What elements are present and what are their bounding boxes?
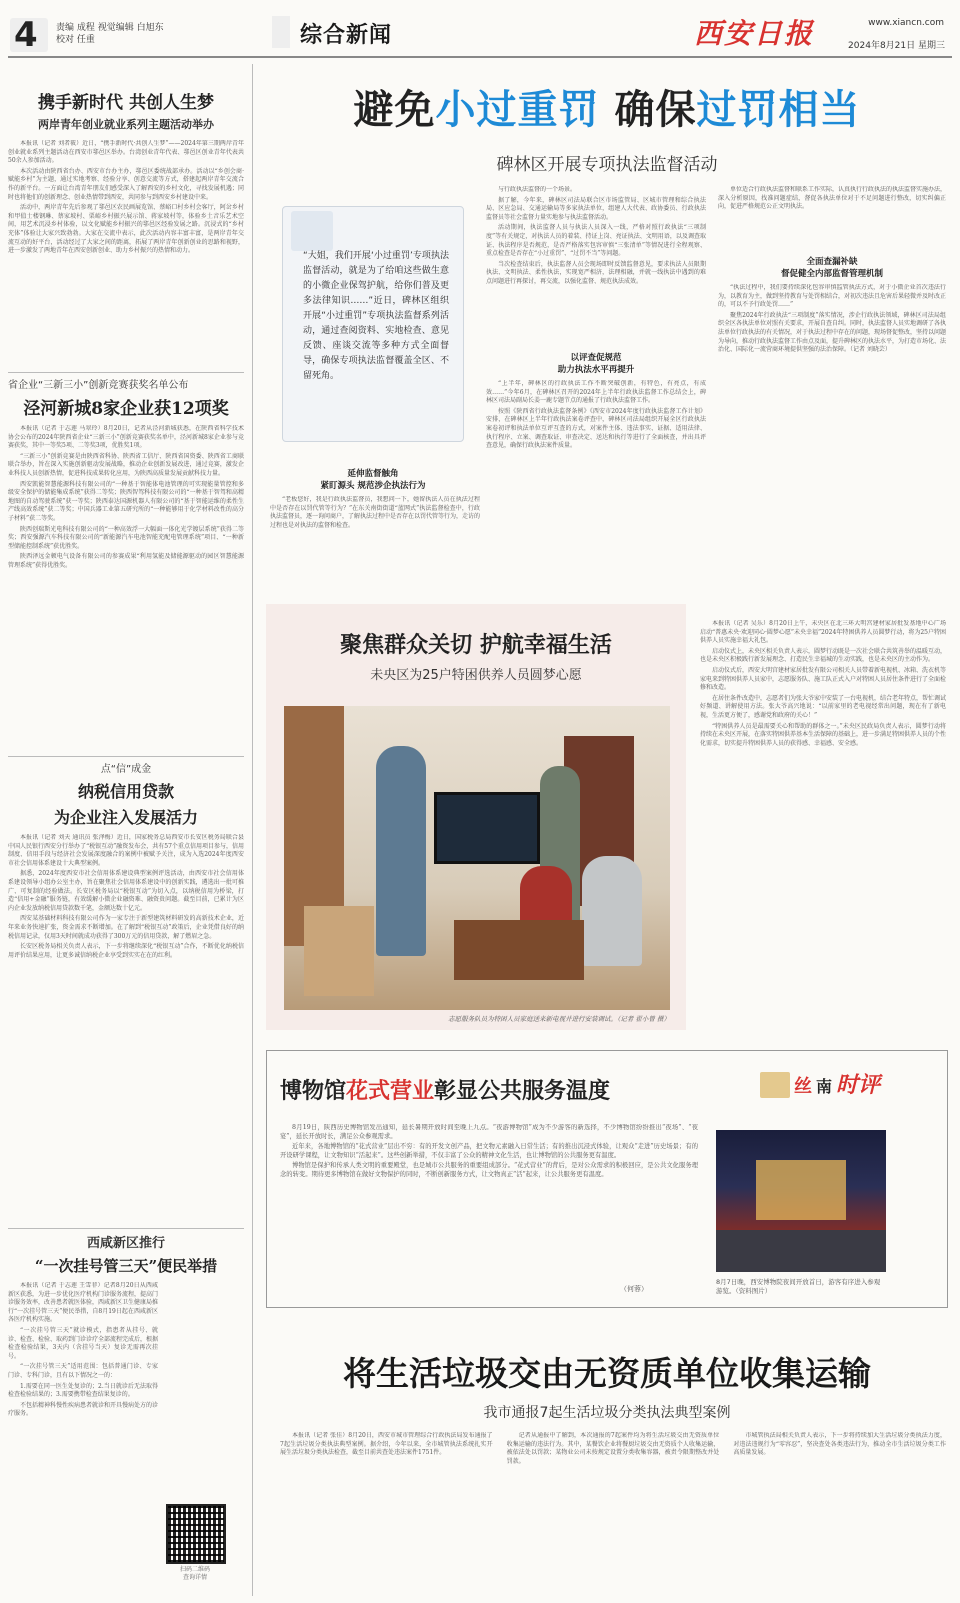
paragraph: 记者从通报中了解到，本次通报的7起案件均为将生活垃圾交由无资质单位收集运输的违法行为。其中，某餐饮企业将餐厨垃圾交由无资质个人收集运输，被依法处以罚款；某物业公司未按规定设置分类收集容器，被责令限期整改并处罚款。: [506, 1432, 720, 1465]
article-kicker: 省企业“三新三小”创新竞赛获奖名单公布: [8, 380, 189, 391]
feature-col1-heading: 延伸监督触角 紧盯源头 规范涉企执法行为: [320, 469, 426, 491]
paragraph: 本报讯（记者 张佳）8月20日，西安市城市管理综合行政执法局发布通报了7起生活垃圾分类执法典型案例。据介绍，今年以来，全市城管执法系统扎实开展生活垃圾分类执法检查，截至目前共查处违法案件1751件。: [280, 1432, 493, 1457]
paragraph: 聚焦2024年行政执法“三项制度”落实情况，涉企行政执法领域，碑林区司法局组织全区各执法单位对照有关要求，开展自查自纠。同时，执法监督人员实地调研了各执法单位行政执法的有关情况，对于执法过程中存在的问题，现场督促整改，坚持以问题为导向，推动行政执法监督工作由点及面，提升碑林区的执法水平，为打造市场化、法治化、国际化一流营商环境提供坚强的法治保障。（记者 刘晓芸）: [718, 311, 946, 354]
photo-gate-light: [756, 1160, 846, 1220]
section-title: 综合新闻: [300, 23, 393, 48]
article-body: [8, 1282, 158, 1578]
paragraph: 单位适合行政执法监督和联系工作实际，认真执行行政执法的执法监督实施办法，深入分析原因，找准问题症结，督促各执法单位对于不足问题进行整改，切实纠偏正向，促进严格规范公正文明执法。: [718, 186, 946, 211]
garbage-subtitle: 我市通报7起生活垃圾分类执法典型案例: [483, 1405, 731, 1421]
headline-segment: 过罚相当: [696, 87, 861, 133]
site-url: www.xiancn.com: [868, 18, 944, 28]
welfare-photo: [284, 706, 670, 1010]
museum-title: [280, 1074, 610, 1105]
left-column-divider: [252, 64, 253, 1596]
museum-photo: [716, 1130, 886, 1272]
article-body: [8, 425, 244, 751]
badge-char-2: 南: [816, 1077, 833, 1096]
museum-body: [280, 1124, 698, 1282]
paragraph: “特困供养人员是最需要关心和帮助的群体之一。”未央区民政局负责人表示，圆梦行动将持续在未央区开展，在落实特困供养基本生活保障的基础上，进一步满足特困供养人员的个性化需求，切实提升特困供养人员的获得感、幸福感、安全感。: [700, 722, 946, 747]
paragraph: 本报讯（记者 刘者筱）近日，“携手新时代·共创人生梦”——2024年第三期两岸青年创业就业系列主题活动在西安市鄠邑区举办。台湾创业青年代表、鄠邑区创业青年代表共50余人参加活动。: [8, 140, 244, 165]
paragraph: “三新三小”创新竞赛是由陕西省科协、陕西省工信厅、陕西省国资委、陕西省工商联联合举办，旨在深入实施创新驱动发展战略，推动企业创新发展改进，通过竞赛，激发企业科技人员创新热情，促进科技成果转化应用，为陕西高质量发展贡献科技力量。: [8, 452, 244, 477]
issue-date: 2024年8月21日 星期三: [848, 41, 945, 51]
article-title: 纳税信用贷款: [77, 782, 174, 801]
column-badge: [760, 1064, 880, 1108]
article-tax-credit-loan: [8, 760, 244, 1178]
feature-headline: [262, 78, 952, 135]
paragraph: 活动中，两岸青年先后参观了鄠邑区农民画展览馆、蔡峪口村乡村会客厅，阿岔乡村和甲值士楼钢琳、蔡家坡村、栗峪乡村振兴展示馆、蒋家坡村等，体验乡土音乐艺术空间，用艺术沉浸乡村体验，以文化赋能乡村振兴的鄠邑区经验发展之路。沉浸式的“乡村充体”体验让大家兴致勃勃。大家在交流中表示，此次活动内容丰富丰富，是两岸青年交流互动的好平台，活动经过了大家之间的距离，拓展了两岸青年创新创业的思路和视野，进一步激发了两地青年在西安创新创业、助力乡村振兴的热情和动力。: [8, 204, 244, 255]
paragraph: 陕西创瑞斯光电科技有限公司的“一种高效浮一大幅面一体化光学镀层系统”获得二等奖；西安强源汽车科技有限公司的“新能源汽车电池智能充配电管理系统”项目、“一种新型储能控制系统”获优胜奖。: [8, 525, 244, 550]
paragraph: 在居住条件改造中，志愿者们为张大爷家中安装了一台电视机，结合老年特点，帮忙调试好频道、讲解使用方法。张大爷高兴地说：“以前家里的老电视经常出问题，现在有了新电视，生活更方便了，感谢党和政府的关心！”: [700, 694, 946, 719]
feature-subtitle: 碑林区开展专项执法监督活动: [496, 155, 718, 175]
editors: 责编 成程 视觉编辑 白旭东 校对 任重: [56, 23, 164, 45]
masthead-rule: [8, 56, 952, 58]
paragraph: 活动期间，执法监督人员与执法人员深入一线，严格对照行政执法“三项制度”等有关规定，对执法人员的着装、持证上岗、亮证执法、文明用语，以及调查取证、执法程序是否规范，是否严格落实包容审慎“三张清单”等情况进行全程观察、重点检查是否存在“小过重罚”、“过罚不当”等问题。: [486, 224, 706, 258]
garbage-body: [280, 1432, 946, 1592]
feature-col3-heading: 全面查漏补缺 督促健全内部监督管理机制: [780, 257, 883, 279]
paragraph: 当次检查结束后，执法监督人员会现场即时反馈监督意见，要求执法人员限期执法、文明执法、柔性执法，实现宽严相济，法理相融，并就一线执法中遇到的难点问题进行再探讨，再交流，以强化监督、规范执法成效。: [486, 260, 706, 285]
paragraph: 本报讯（记者 于志莲 王雪菲）记者8月20日从西咸新区获悉，为进一步优化医疗机构门诊服务流程，提高门诊服务效率，改善患者就医体验，西咸新区卫生健康局推行“一次挂号管三天”便民举措，自8月19日起在西咸新区各医疗机构实施。: [8, 1282, 158, 1324]
welfare-body: [700, 620, 946, 1016]
paragraph: 启动仪式后，西安大明宫建材家居批发有限公司相关人员带着新电视机、冰箱、洗衣机等家电来到特困供养人员家中，志愿服务队、施工队正式入户对特困人员居住条件进行了全面检修和改造。: [700, 666, 946, 692]
paragraph: 1.需要在同一医生处复诊的；2.当日就诊后无法取得检查检验结果的；3.需要携带检查结果复诊的。: [8, 1382, 158, 1399]
headline-segment: 花式营业: [346, 1079, 435, 1104]
article-kicker: 点“信”成金: [100, 764, 152, 775]
paragraph: 8月19日，陕西历史博物馆发出通知，延长暑期开放时间至晚上九点。“夜游博物馆”成为不少游客的新选择，不少博物馆纷纷推出“夜场”、“夜宴”，延长开放时长，满足公众参观需求。: [280, 1124, 698, 1140]
welfare-title: 聚焦群众关切 护航幸福生活: [340, 633, 612, 658]
book-icon: [760, 1072, 790, 1098]
paragraph: “执法过程中，我们要持续深化包容审慎监管执法方式，对于小微企业首次违法行为，以教育为主，做到坚持教育与处罚相结合，对初次违法且危害后果轻微并及时改正的，可以不予行政处罚……”: [718, 284, 946, 309]
feature-col2-heading: 以评查促规范 助力执法水平再提升: [557, 353, 635, 375]
paragraph: 长安区税务局相关负责人表示，下一步将继续深化“税银互动”合作，不断优化纳税信用评价结果应用，让更多诚信纳税企业享受到实实在在的红利。: [8, 943, 244, 959]
photo-tv: [434, 792, 540, 864]
feature-col1-body: [270, 496, 480, 580]
paragraph: 不包括精神科慢性疾病患者就诊和开具慢病处方的诊疗服务。: [8, 1401, 158, 1418]
divider: [8, 372, 244, 373]
paragraph: 陕西泽远金顿电气设备有限公司的参赛成果“利用氢能及储能源驱动的园区智慧能源管理系统”获得优胜奖。: [8, 553, 244, 569]
museum-photo-caption: 8月7日晚，西安博物院夜间开放首日，游客有序进入参观游览。（资料图片）: [716, 1278, 881, 1295]
paragraph: “老板您好，我是行政执法监督员，我想问一下，她留执法人员在执法过程中是否存在以罚代管等行为？”在东关南街街道“蓝网式”执法监督检查中，行政执法监督员，逐一询问商户，了解执法过程中是否存在以罚代管等行为，走访的过程也是对执法的监督和检查。: [270, 496, 480, 529]
divider: [8, 756, 244, 757]
qr-code[interactable]: [166, 1504, 226, 1564]
welfare-photo-caption: 志愿服务队员为特困人员家庭送来新电视并进行安装调试。（记者 翟小曾 摄）: [448, 1015, 670, 1023]
page-number: 4: [14, 15, 38, 55]
photo-person-3: [582, 856, 642, 966]
paragraph: 据悉，2024年度西安市社会信用体系建设典型案例评选活动，由西安市社会信用体系建设领导小组办公室主办，旨在聚焦社会信用体系建设中的创新实践，遴选出一批可推广、可复制的经验做法。长安区税务局以“税银互动”为切入点，以纳税信用为桥梁，打造“信用+金融”服务链，有效缓解小微企业融资难、融资贵问题。截至目前，已累计为区内企业发放纳税信用贷款数千笔，金额达数十亿元。: [8, 870, 244, 912]
headline-segment: 小过重罚: [435, 87, 600, 133]
article-title-line2: 为企业注入发展活力: [53, 808, 198, 827]
photo-boxes: [304, 906, 374, 996]
article-body: [8, 834, 244, 1178]
paragraph: 按照《陕西省行政执法监督条例》《西安市2024年度行政执法监督工作计划》安排，在碑林区上半年行政执法案卷评查中，碑林区司法局组织开展全区行政执法案卷初评和执法单位互评互查的方式，对案件主体、违法事实、证据、适用法律、执行程序、立案、调查取证、审查决定、送达和执行等进行了全面核查，并出具评查意见，确保行政执法案件质量。: [486, 407, 706, 450]
paragraph: 博物馆是保护和传承人类文明的重要殿堂，也是城市公共服务的重要组成部分。“花式营业”的背后，是对公众需求的积极回应，是公共文化服务理念的转变。期待更多博物馆在做好文物保护的同时，不断创新服务方式，让文物真正“活”起来，让公共服务更有温度。: [280, 1162, 698, 1178]
article-body: [8, 140, 244, 382]
headline-segment: 避免: [353, 87, 436, 133]
paragraph: 与行政执法监督的一个场景。: [498, 186, 577, 193]
article-title: “一次挂号管三天”便民举措: [34, 1257, 218, 1275]
quote-text: “大姐，我们开展‘小过重罚’专项执法监督活动，就是为了给咱这些做生意的小微企业保驾护航，给你们普及更多法律知识……”近日，碑林区组织开展“小过重罚”专项执法监督系列活动，通过查阅资料、实地检查、意见反馈、座谈交流等多种方式全面督导，确保专项执法监督覆盖全区、不留死角。: [303, 251, 449, 381]
paragraph: 启动仪式上，未央区相关负责人表示，圆梦行动既是一次社会联合共筑善举的温暖互动，也是未央区积极践行新发展理念、打造民生幸福城的生动实践，也是未央区的主动作为。: [700, 647, 946, 664]
paper-logo: 西安日报: [694, 17, 815, 50]
paragraph: 据了解，今年来，碑林区司法局联合区市场监管局、区城市管理和综合执法局、区应急局、交通运输局等多家执法单位，组建人大代表、政协委员、行政执法监督员等社会监督力量实地参与执法监督活动。: [486, 196, 706, 221]
headline-segment: 确保: [599, 87, 697, 133]
masthead: [0, 0, 960, 60]
feature-col2-body: [486, 186, 706, 344]
paragraph: 西安某基础材料科技有限公司作为一家专注于新型建筑材料研发的高新技术企业，近年来业务快速扩张，资金需求不断增加。在了解到“税银互动”政策后，企业凭借良好的纳税信用记录，仅用3天时间就成功获得了300万元的信用贷款，解了燃眉之急。: [8, 915, 244, 940]
article-title: 携手新时代 共创人生梦: [38, 93, 214, 113]
article-innovation-awards: [8, 376, 244, 751]
headline-segment: 博物馆: [280, 1079, 347, 1104]
feature-col3-body: [718, 186, 946, 248]
article-subtitle: 两岸青年创业就业系列主题活动举办: [38, 118, 214, 131]
feature-col2-body2: [486, 380, 706, 576]
feature-col3-body2: [718, 284, 946, 576]
paragraph: 本报讯（记者 刘天 通讯员 张泽梅）近日，国家税务总局西安市长安区税务局联合县中国人民银行西安分行举办了“税银互动”融资发布会，共有57个重点信用项目参与，信用制度、信用手段与经济社会发展深度融合的案例中被赋予关注，成为入选2024年度西安市社会信用体系建设十大典型案例。: [8, 834, 244, 867]
article-youth-startup: [8, 88, 244, 382]
paragraph: “一次挂号管三天”就诊模式，指患者从挂号、就诊、检查、检验、取药到门诊诊疗全部流程完成后，根据检查检验结果，3天内（含挂号当天）复诊无需再次挂号。: [8, 1326, 158, 1360]
section-tab-marker: [272, 16, 290, 48]
paragraph: “上半年，碑林区的行政执法工作不断突破创新，有特色，有亮点，有成效……”今年6月，在碑林区召开的2024年上半年行政执法监督工作总结会上，碑林区司法局副局长姜一鹿专题节点的通报了行政执法监督工作。: [486, 380, 706, 405]
divider: [8, 1228, 244, 1229]
article-title: 泾河新城8家企业获12项奖: [23, 399, 229, 419]
photo-person-1: [376, 746, 426, 956]
article-kicker: 西咸新区推行: [86, 1236, 165, 1251]
badge-char-3: 时评: [836, 1073, 881, 1098]
museum-author: （何蓉）: [620, 1285, 648, 1293]
welfare-subtitle: 未央区为25户特困供养人员圆梦心愿: [370, 668, 582, 683]
quote-icon: [291, 211, 333, 251]
quote-box: [282, 206, 464, 442]
garbage-title: 将生活垃圾交由无资质单位收集运输: [343, 1354, 871, 1393]
photo-table: [454, 920, 584, 980]
paragraph: 本次活动由陕西省台办、西安市台办主办，鄠邑区委统战部承办。活动以“乡创会商·赋能乡村”为主题，通过实地考察、经验分享、创意交流等方式，搭建起两岸青年交流合作的新平台。一方面让台湾青年朋友们感受深入了解西安的乡村文化，寻找发展机遇；同时也将他们的创新理念、创业热情带到西安，共同参与到西安乡村建设中来。: [8, 167, 244, 201]
paragraph: 本报讯（记者 吴乐）8月20日上午，未央区在北三环大明宫建材家居批发基地中心广场启动“普惠未央·欢迎同心·圆梦心愿”未央幸福”2024年特困供养人员圆梦行动，将为25户特困供养人员实施幸福大礼包。: [700, 620, 946, 645]
paragraph: 近年来，各地博物馆的“花式营业”层出不穷：有的开发文创产品，把文物元素融入日常生活；有的推出沉浸式体验，让观众“走进”历史场景；有的开设研学课程，让文物知识“活起来”。这些创新举措，不仅丰富了公众的精神文化生活，也让博物馆的公共服务更有温度。: [280, 1143, 698, 1159]
paragraph: 市城管执法局相关负责人表示，下一步将持续加大生活垃圾分类执法力度，对违法违规行为“零容忍”，坚决查处各类违法行为，推动全市生活垃圾分类工作高质量发展。: [733, 1432, 946, 1457]
paragraph: 本报讯（记者 于志莲 马翠玲）8月20日，记者从泾河新城获悉，在陕西省科学技术协会公布的2024年陕西省企业“三新三小”创新竞赛获奖名单中，泾河新城8家企业参与竞赛获奖，其中一等奖5项、二等奖3项，优胜奖1项。: [8, 425, 244, 450]
headline-segment: 彰显公共服务温度: [434, 1079, 611, 1104]
photo-crowd: [716, 1230, 886, 1272]
paragraph: “一次挂号管三天”适用范围：包括普通门诊、专家门诊、专科门诊，且有以下情况之一的：: [8, 1363, 158, 1379]
paragraph: 西安凯能智慧能源科技有限公司的“一种基于智能体电池管理的可实现能量管控和多级安全保护的储能集成系统”获得二等奖；陕西智驾科技有限公司的“一种基于智驾和高精地图的自动驾驶系统”获一等奖；陕西泰达国源机器人有限公司的“基于智能运维的柔性生产线高效系统”获二等奖；中国兵器工业第五研究所的“一种能够用于化学材料改性的高分子材料”获二等奖。: [8, 480, 244, 522]
qr-caption: 扫码二维码 查询详情: [179, 1566, 210, 1581]
badge-char-1: 丝: [794, 1076, 812, 1097]
